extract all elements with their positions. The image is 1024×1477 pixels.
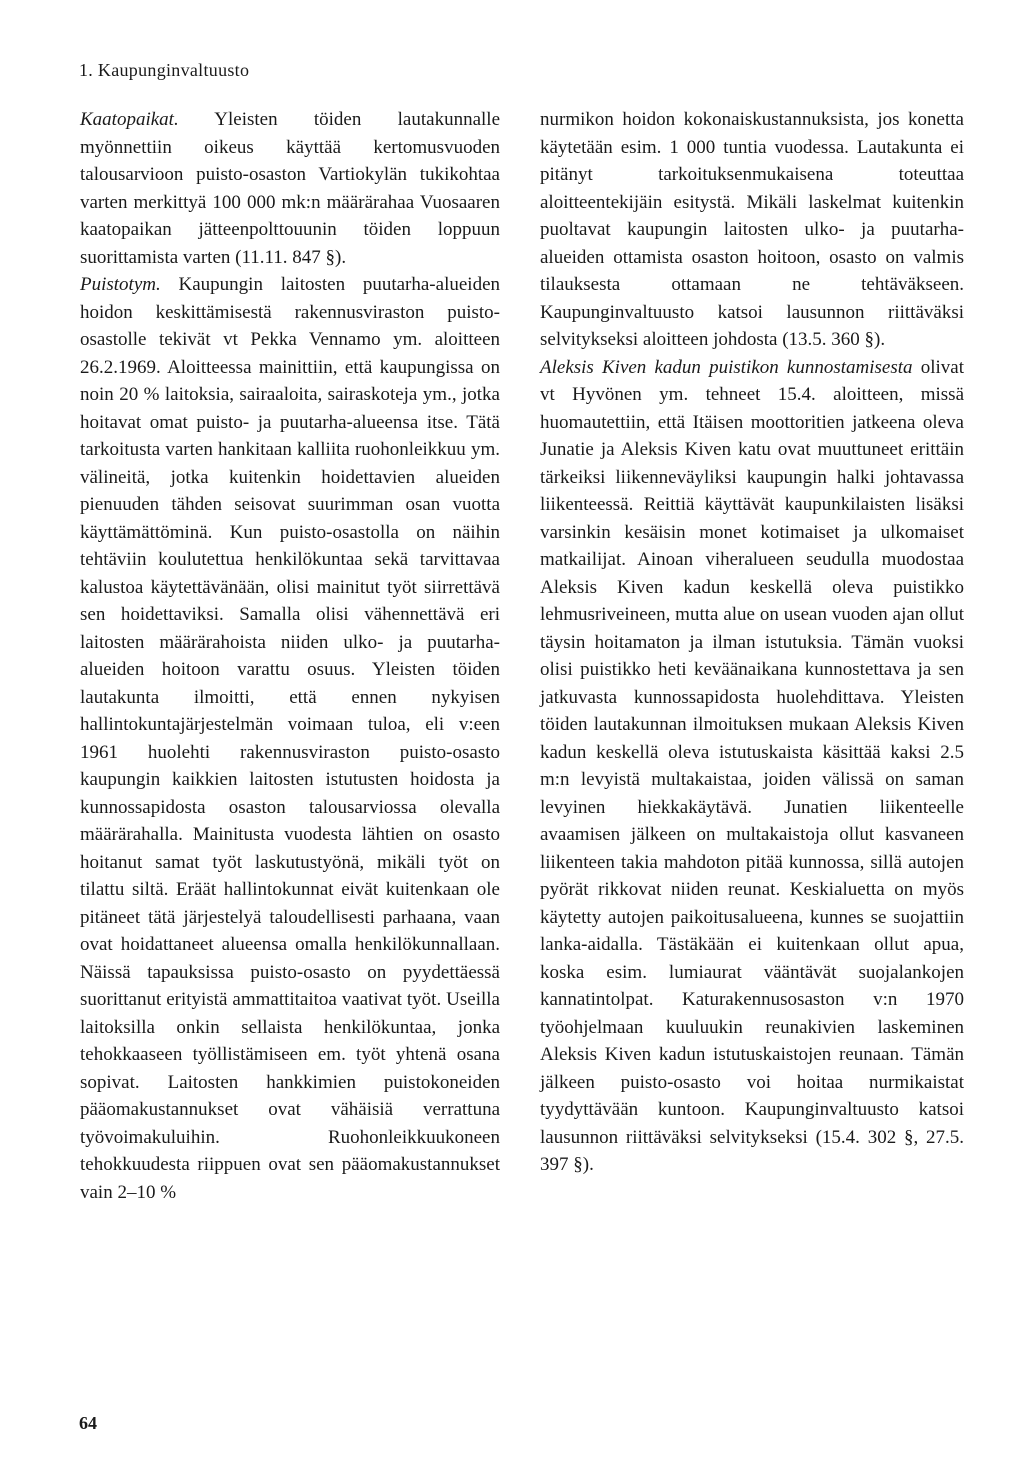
- paragraph-text: Kaupungin laitosten puutarha-alueiden hoidon keskittämisestä rakennusviraston puisto-osastolle tekivät vt Pekka Vennamo ym. aloitteen 26.2.1969. Aloitteessa mainittiin, että kaupungissa on noin 20 % laitoksia, sairaaloita, sairaskoteja ym., jotka hoitavat omat puisto- ja puutarha-alueensa itse. Tätä tarkoitusta varten hankitaan kalliita ruohonleikkuu ym. välineitä, jotka kuitenkin hoidettavien alueiden pienuuden tähden seisovat suurimman osan vuotta käyttämättöminä. Kun puisto-osastolla on näihin tehtäviin koulutettua henkilökuntaa sekä tarvittavaa kalustoa käytettävänään, olisi mainitut työt siirrettävä sen hoidettaviksi. Samalla olisi vähennettävä eri laitosten määrärahoista niiden ulko- ja puutarha-alueiden hoitoon varattu osuus. Yleisten töiden lautakunta ilmoitti, että ennen nykyisen hallintokuntajärjestelmän voimaan tuloa, eli v:een 1961 huolehti rakennusviraston puisto-osasto kaupungin kaikkien laitosten istutusten hoidosta ja kunnossapidosta osaston talousarviossa olevalla määrärahalla. Mainitusta vuodesta lähtien on osasto hoitanut samat työt laskutustyönä, mikäli työt on tilattu siltä. Eräät hallintokunnat eivät kuitenkaan ole pitäneet tätä järjestelyä taloudellisesti parhaana, vaan ovat hoidattaneet alueensa omalla henkilökunnallaan. Näissä tapauksissa puisto-osasto on pyydettäessä suorittanut erityistä ammattitaitoa vaativat työt. Useilla laitoksilla onkin sellaista henkilökuntaa, jonka tehokkaaseen työllistämiseen em. työt yhtenä osana sopivat. Laitosten hankkimien puistokoneiden pääomakustannukset ovat vähäisiä verrattuna työvoimakuluihin. Ruohonleikkuukoneen tehokkuudesta riippuen ovat sen pääomakustannukset vain 2–10 %: [80, 274, 500, 1203]
- paragraph-kaatopaikat: [80, 106, 500, 271]
- page-number: 64: [79, 1413, 97, 1433]
- paragraph-lead: Kaatopaikat.: [80, 109, 179, 130]
- paragraph-puistotym: [80, 271, 500, 1206]
- right-column: [540, 106, 964, 1179]
- paragraph-lead: Aleksis Kiven kadun puistikon kunnostamisesta: [540, 356, 913, 378]
- paragraph-text: nurmikon hoidon kokonaiskustannuksista, jos konetta käytetään esim. 1 000 tuntia vuodessa. Lautakunta ei pitänyt tarkoituksenmukaisena toteuttaa aloitteentekijäin esitystä. Mikäli laskelmat kuitenkin puoltavat kaupungin laitosten ulko- ja puutarha-alueiden ottamista osaston hoitoon, osasto on valmis tilauksesta ottamaan ne tehtäväkseen. Kaupunginvaltuusto katsoi lausunnon riittäväksi selvitykseksi aloitteen johdosta (13.5. 360 §).: [540, 109, 964, 350]
- running-header: 1. Kaupunginvaltuusto: [79, 60, 250, 80]
- paragraph-lead: Puistotym.: [80, 274, 161, 295]
- left-column: [80, 106, 500, 1206]
- paragraph-continuation: [540, 106, 964, 354]
- paragraph-text: olivat vt Hyvönen ym. tehneet 15.4. aloitteen, missä huomautettiin, että Itäisen moottoritien jatkeena oleva Junatie ja Aleksis Kiven katu ovat muuttuneet erittäin tärkeiksi liikenneväyliksi kaupungin halki johtavassa liikenteessä. Reittiä käyttävät kaupunkilaisten lisäksi varsinkin kesäisin monet kotimaiset ja ulkomaiset matkailijat. Ainoan viheralueen seudulla muodostaa Aleksis Kiven kadun keskellä oleva puistikko lehmusriveineen, mutta alue on usean vuoden ajan ollut täysin hoitamaton ja ilman istutuksia. Tämän vuoksi olisi puistikko heti keväänaikana kunnostettava ja sen jatkuvasta kunnossapidosta huolehdittava. Yleisten töiden lautakunnan ilmoituksen mukaan Aleksis Kiven kadun keskellä oleva istutuskaista käsittää kaksi 2.5 m:n levyistä multakaistaa, joiden välissä on saman levyinen hiekkakäytävä. Junatien liikenteelle avaamisen jälkeen on multakaistoja ollut kasvaneen liikenteen takia mahdoton pitää kunnossa, sillä autojen pyörät rikkovat niiden reunat. Keskialuetta on myös käytetty autojen paikoitusalueena, kunnes se suojattiin lanka-aidalla. Tästäkään ei kuitenkaan ollut apua, koska esim. lumiaurat vääntävät suojalankojen kannatintolpat. Katurakennusosaston v:n 1970 työohjelmaan kuuluukin reunakivien laskeminen Aleksis Kiven kadun istutuskaistojen reunaan. Tämän jälkeen puisto-osasto voi hoitaa nurmikaistat tyydyttävään kuntoon. Kaupunginvaltuusto katsoi lausunnon riittäväksi selvitykseksi (15.4. 302 §, 27.5. 397 §).: [540, 356, 964, 1175]
- paragraph-text: Yleisten töiden lautakunnalle myönnettiin oikeus käyttää kertomusvuoden talousarvioon puisto-osaston Vartiokylän tukikohtaa varten merkittyä 100 000 mk:n määrärahaa Vuosaaren kaatopaikan jätteenpolttouunin töiden loppuun suorittamista varten (11.11. 847 §).: [80, 109, 500, 268]
- paragraph-aleksis-kiven: [540, 354, 964, 1179]
